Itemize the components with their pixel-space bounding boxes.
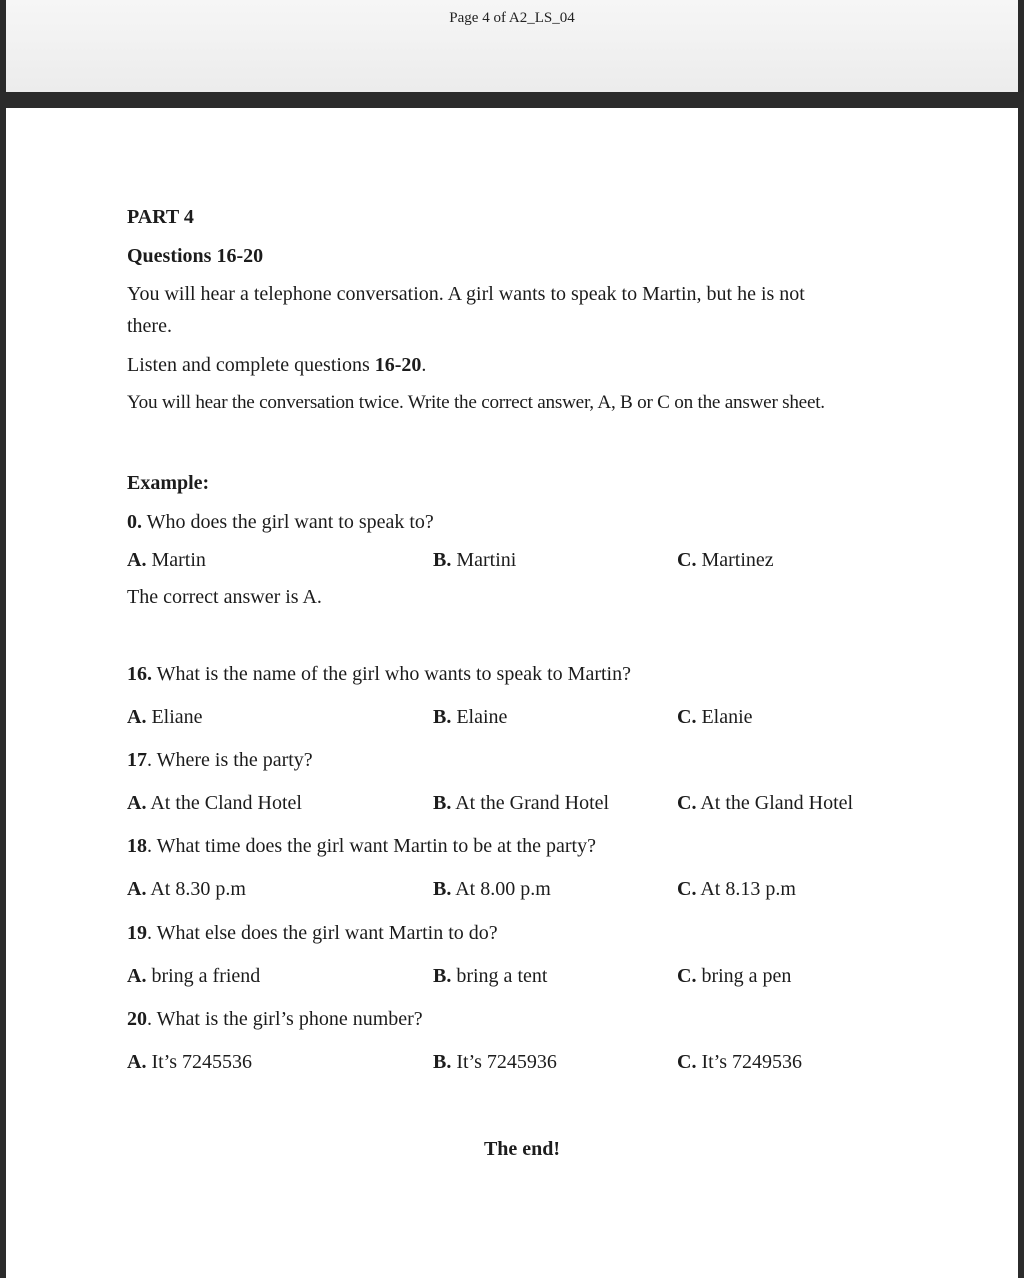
question-number: 20 [127, 1008, 147, 1030]
option-text: At the Cland Hotel [146, 792, 302, 814]
example-label: Example: [127, 472, 210, 494]
option-letter: B. [433, 965, 452, 987]
example-number: 0. [127, 511, 142, 533]
q16-option-b [433, 706, 507, 729]
example-option-a [127, 549, 206, 572]
instruction-2: You will hear the conversation twice. Write the correct answer, A, B or C on the answer sheet. [127, 392, 825, 413]
q17-option-b [433, 792, 609, 815]
instruction-prefix: Listen and complete questions [127, 354, 375, 376]
option-letter: A. [127, 792, 147, 814]
question-text: What is the name of the girl who wants to speak to Martin? [152, 663, 631, 685]
question-text: . Where is the party? [147, 749, 313, 771]
part-title: PART 4 [127, 206, 194, 228]
example-question-text: Who does the girl want to speak to? [142, 511, 434, 533]
option-text: Eliane [146, 706, 203, 728]
intro-line-2: there. [127, 315, 172, 337]
end-text: The end! [483, 1138, 561, 1160]
question-text: . What else does the girl want Martin to do? [147, 922, 498, 944]
question-16 [127, 663, 631, 686]
option-letter: C. [677, 549, 697, 571]
option-letter: A. [127, 965, 147, 987]
option-letter: A. [127, 706, 147, 728]
question-18 [127, 835, 596, 858]
option-text: Elaine [451, 706, 508, 728]
q18-option-c [677, 878, 796, 901]
option-text: bring a friend [146, 965, 261, 987]
page-header [0, 10, 1024, 27]
q16-option-c [677, 706, 753, 729]
viewer-right-edge [1018, 92, 1024, 1278]
question-text: . What time does the girl want Martin to be at the party? [147, 835, 596, 857]
option-text: Elanie [696, 706, 753, 728]
option-text: It’s 7245936 [451, 1051, 557, 1073]
option-text: Martini [451, 549, 517, 571]
q20-option-b [433, 1051, 557, 1074]
q20-option-a [127, 1051, 252, 1074]
option-letter: C. [677, 878, 697, 900]
option-letter: C. [677, 792, 697, 814]
option-text: At 8.00 p.m [451, 878, 551, 900]
q17-option-c [677, 792, 853, 815]
option-text: Martinez [696, 549, 774, 571]
option-letter: A. [127, 1051, 147, 1073]
option-letter: B. [433, 878, 452, 900]
question-number: 16. [127, 663, 152, 685]
q18-option-a [127, 878, 246, 901]
option-letter: C. [677, 706, 697, 728]
q19-option-b [433, 965, 547, 988]
page-label: Page 4 of A2_LS_04 [449, 10, 575, 26]
option-text: It’s 7249536 [696, 1051, 803, 1073]
option-text: It’s 7245536 [146, 1051, 253, 1073]
q18-option-b [433, 878, 551, 901]
option-text: Martin [146, 549, 206, 571]
question-number: 17 [127, 749, 147, 771]
example-question [127, 511, 434, 534]
question-17 [127, 749, 313, 772]
option-text: At 8.30 p.m [146, 878, 246, 900]
example-option-b [433, 549, 516, 572]
option-text: At the Grand Hotel [451, 792, 610, 814]
option-letter: B. [433, 792, 452, 814]
intro-line-1: You will hear a telephone conversation. A girl wants to speak to Martin, but he is not [127, 283, 805, 305]
instruction-1 [127, 354, 426, 377]
q17-option-a [127, 792, 302, 815]
option-text: At 8.13 p.m [696, 878, 796, 900]
example-option-c [677, 549, 774, 572]
q16-option-a [127, 706, 203, 729]
question-text: . What is the girl’s phone number? [147, 1008, 423, 1030]
option-text: bring a tent [451, 965, 548, 987]
instruction-suffix: . [421, 354, 427, 376]
q20-option-c [677, 1051, 802, 1074]
option-letter: A. [127, 878, 147, 900]
instruction-bold: 16-20 [374, 354, 422, 376]
example-answer-note: The correct answer is A. [127, 586, 322, 608]
option-text: At the Gland Hotel [696, 792, 854, 814]
question-number: 19 [127, 922, 147, 944]
question-20 [127, 1008, 423, 1031]
questions-range: Questions 16-20 [127, 245, 264, 267]
option-text: bring a pen [696, 965, 792, 987]
q19-option-c [677, 965, 791, 988]
question-number: 18 [127, 835, 147, 857]
q19-option-a [127, 965, 260, 988]
option-letter: B. [433, 706, 452, 728]
option-letter: C. [677, 965, 697, 987]
option-letter: B. [433, 549, 452, 571]
question-19 [127, 922, 498, 945]
option-letter: C. [677, 1051, 697, 1073]
option-letter: A. [127, 549, 147, 571]
option-letter: B. [433, 1051, 452, 1073]
viewer-dark-band [0, 92, 1024, 108]
